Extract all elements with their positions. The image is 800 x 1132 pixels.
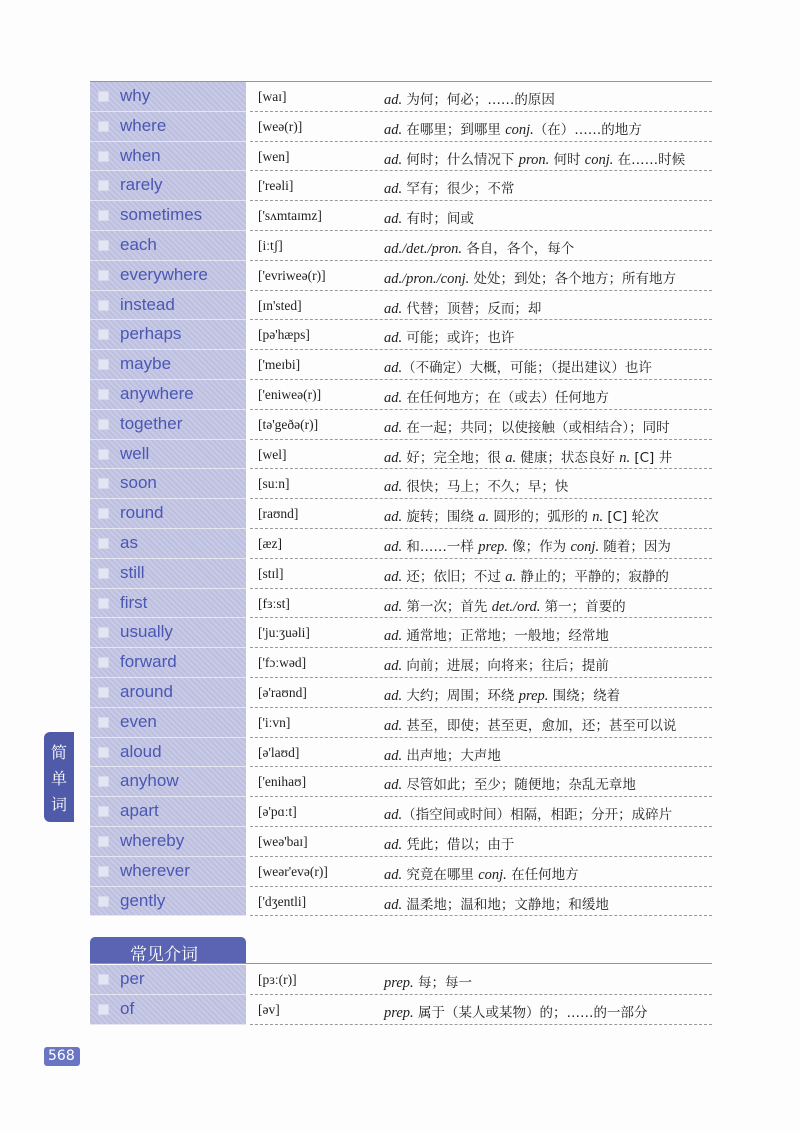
word: usually xyxy=(120,622,173,642)
definition-text: 每；每一 xyxy=(413,975,472,991)
word: soon xyxy=(120,473,157,493)
word-cell xyxy=(90,171,246,201)
part-of-speech: conj. xyxy=(505,121,534,138)
word-cell xyxy=(90,995,246,1025)
phonetic: [raʊnd] xyxy=(258,506,299,522)
definition-text: 在一起；共同；以使接触（或相结合）；同时 xyxy=(402,419,670,436)
definition-text: 代替；顶替；反而；却 xyxy=(402,300,542,317)
definition-text: 和……一样 xyxy=(402,538,479,555)
definition-text: 在哪里；到哪里 xyxy=(402,121,506,138)
part-of-speech: ad. xyxy=(384,330,403,347)
table-row xyxy=(90,410,712,440)
word-cell xyxy=(90,380,246,410)
word: instead xyxy=(120,294,175,314)
word-cell xyxy=(90,589,246,619)
word-cell xyxy=(90,112,246,142)
definition xyxy=(384,446,672,467)
table-row xyxy=(90,440,712,470)
checkbox-square-icon xyxy=(98,687,109,698)
phonetic: [pɜː(r)] xyxy=(258,972,297,987)
part-of-speech: conj. xyxy=(570,538,600,555)
word-cell xyxy=(90,767,246,797)
definition xyxy=(384,237,574,258)
checkbox-square-icon xyxy=(98,866,109,877)
definition-text: 第一次；首先 xyxy=(402,598,492,615)
section-title: 常见介词 xyxy=(130,945,198,965)
definition-text: 可能；或许；也许 xyxy=(402,330,515,347)
table-row xyxy=(90,767,712,797)
table-row xyxy=(90,231,712,261)
side-tab xyxy=(44,732,74,822)
part-of-speech: ad. xyxy=(384,598,403,615)
word: forward xyxy=(120,652,177,672)
part-of-speech: ad. xyxy=(384,151,403,168)
checkbox-square-icon xyxy=(98,657,109,668)
table-row xyxy=(90,738,712,768)
adverb-table xyxy=(90,81,712,916)
word: everywhere xyxy=(120,264,208,284)
checkbox-square-icon xyxy=(98,568,109,579)
word: sometimes xyxy=(120,205,203,225)
table-row xyxy=(90,350,712,380)
definition-text: 何时 xyxy=(549,151,585,168)
checkbox-square-icon xyxy=(98,389,109,400)
part-of-speech: ad. xyxy=(384,777,403,794)
definition-text: 有时；间或 xyxy=(402,211,474,228)
table-row xyxy=(90,708,712,738)
part-of-speech: ad. xyxy=(384,181,403,198)
phonetic: [suːn] xyxy=(258,476,290,492)
definition-text: 甚至，即使；甚至更，愈加，还；甚至可以说 xyxy=(402,717,677,734)
table-row xyxy=(90,320,712,350)
definition-text: 健康；状态良好 xyxy=(516,449,620,466)
definition-text: 出声地；大声地 xyxy=(402,747,501,764)
definition xyxy=(384,744,501,765)
word-cell xyxy=(90,350,246,380)
table-row xyxy=(90,887,712,917)
phonetic: ['iːvn] xyxy=(258,714,291,730)
word-cell xyxy=(90,320,246,350)
page-number-badge xyxy=(44,1047,80,1066)
definition-text: 静止的；平静的；寂静的 xyxy=(516,568,669,585)
checkbox-square-icon xyxy=(98,598,109,609)
definition-text: 属于（某人或某物）的；……的一部分 xyxy=(413,1004,648,1021)
table-row xyxy=(90,261,712,291)
phonetic: ['dʒentli] xyxy=(258,893,307,909)
checkbox-square-icon xyxy=(98,359,109,370)
checkbox-square-icon xyxy=(98,1004,109,1015)
definition-text: （指空间或时间）相隔，相距；分开；成碎片 xyxy=(402,807,673,824)
part-of-speech: prep. xyxy=(384,975,414,991)
definition xyxy=(384,356,652,377)
definition xyxy=(384,326,514,347)
definition xyxy=(384,505,659,526)
phonetic: [ə'raʊnd] xyxy=(258,684,307,700)
phonetic: ['reəli] xyxy=(258,178,294,194)
phonetic: [pə'hæps] xyxy=(258,327,310,343)
part-of-speech: ad. xyxy=(384,896,403,913)
word: even xyxy=(120,711,157,731)
table-row xyxy=(90,678,712,708)
definition-text: 随着；因为 xyxy=(599,538,671,555)
definition xyxy=(384,803,672,824)
word-cell xyxy=(90,82,246,112)
part-of-speech: ad. xyxy=(384,658,403,675)
preposition-table xyxy=(90,965,712,1025)
part-of-speech: pron. xyxy=(518,151,550,168)
word: of xyxy=(120,998,135,1018)
word-cell xyxy=(90,469,246,499)
word: around xyxy=(120,681,173,701)
phonetic: [fɜːst] xyxy=(258,595,290,611)
word: aloud xyxy=(120,741,162,761)
definition xyxy=(384,893,609,914)
checkbox-square-icon xyxy=(98,270,109,281)
phonetic: [weə(r)] xyxy=(258,118,303,134)
table-row xyxy=(90,499,712,529)
definition xyxy=(384,416,670,437)
definition-text: 在任何地方 xyxy=(506,866,579,883)
word-cell xyxy=(90,559,246,589)
part-of-speech: ad. xyxy=(384,300,403,317)
definition-text: [C] 轮次 xyxy=(603,509,659,526)
word: well xyxy=(120,443,150,463)
definition-text: 处处；到处；各个地方；所有地方 xyxy=(469,270,677,287)
table-row xyxy=(90,857,712,887)
definition xyxy=(384,475,568,496)
phonetic: ['fɔːwəd] xyxy=(258,655,307,671)
part-of-speech: ad. xyxy=(384,568,403,585)
definition-text: 通常地；正常地；一般地；经常地 xyxy=(402,628,609,645)
definition-text: （在）……的地方 xyxy=(533,121,642,138)
table-row xyxy=(90,995,712,1025)
side-tab-char: 单 xyxy=(51,769,68,788)
definition xyxy=(384,177,514,198)
definition xyxy=(384,386,609,407)
phonetic: [waɪ] xyxy=(258,89,287,104)
checkbox-square-icon xyxy=(98,121,109,132)
part-of-speech: det./ord. xyxy=(491,598,541,615)
phonetic: [wel] xyxy=(258,446,287,462)
word-cell xyxy=(90,857,246,887)
word-cell xyxy=(90,142,246,172)
definition-text: 很快；马上；不久；早；快 xyxy=(402,479,569,496)
table-row xyxy=(90,291,712,321)
part-of-speech: ad. xyxy=(384,836,403,853)
table-row xyxy=(90,589,712,619)
checkbox-square-icon xyxy=(98,896,109,907)
definition xyxy=(384,773,636,794)
word: anyhow xyxy=(120,771,179,791)
definition xyxy=(384,207,474,228)
checkbox-square-icon xyxy=(98,538,109,549)
checkbox-square-icon xyxy=(98,210,109,221)
word: round xyxy=(120,503,164,523)
phonetic: ['sʌmtaɪmz] xyxy=(258,208,322,224)
phonetic: [ɪn'sted] xyxy=(258,297,302,313)
word: apart xyxy=(120,801,159,821)
word: perhaps xyxy=(120,324,182,344)
part-of-speech: ad. xyxy=(384,866,403,883)
checkbox-square-icon xyxy=(98,449,109,460)
checkbox-square-icon xyxy=(98,776,109,787)
word: whereby xyxy=(120,830,185,850)
definition xyxy=(384,624,609,645)
checkbox-square-icon xyxy=(98,717,109,728)
part-of-speech: prep. xyxy=(384,1004,414,1021)
definition-text: 圆形的；弧形的 xyxy=(489,509,593,526)
definition-text: 为何；何必；……的原因 xyxy=(402,92,555,108)
phonetic: ['enihaʊ] xyxy=(258,774,307,790)
part-of-speech: n. xyxy=(619,449,631,466)
word: together xyxy=(120,413,183,433)
checkbox-square-icon xyxy=(98,240,109,251)
table-row xyxy=(90,827,712,857)
part-of-speech: ad./det./pron. xyxy=(384,240,463,257)
checkbox-square-icon xyxy=(98,300,109,311)
word-cell xyxy=(90,708,246,738)
table-row xyxy=(90,965,712,995)
part-of-speech: prep. xyxy=(518,687,549,704)
part-of-speech: ad. xyxy=(384,807,403,824)
word: where xyxy=(120,115,167,135)
part-of-speech: ad. xyxy=(384,628,403,645)
definition xyxy=(384,595,626,616)
word: gently xyxy=(120,890,166,910)
word: why xyxy=(120,86,151,105)
part-of-speech: ad. xyxy=(384,747,403,764)
word: per xyxy=(120,969,145,988)
definition-text: 究竟在哪里 xyxy=(402,866,479,883)
definition-text: 温柔地；温和地；文静地；和缓地 xyxy=(402,896,609,913)
definition xyxy=(384,565,669,586)
definition-text: 第一；首要的 xyxy=(540,598,626,615)
word-cell xyxy=(90,738,246,768)
definition-text: 还；依旧；不过 xyxy=(402,568,506,585)
definition-text: [C] 井 xyxy=(630,449,673,466)
page-number: 568 xyxy=(48,1048,75,1064)
word-cell xyxy=(90,201,246,231)
table-row xyxy=(90,559,712,589)
phonetic: [iːtʃ] xyxy=(258,237,283,253)
word-cell xyxy=(90,440,246,470)
part-of-speech: ad. xyxy=(384,121,403,138)
phonetic: ['evriweə(r)] xyxy=(258,267,326,283)
word-cell xyxy=(90,231,246,261)
checkbox-square-icon xyxy=(98,627,109,638)
definition xyxy=(384,267,676,288)
word: when xyxy=(120,145,161,165)
definition xyxy=(384,88,555,109)
phonetic: [əv] xyxy=(258,1001,280,1017)
word-cell xyxy=(90,965,246,995)
definition-text: 在……时候 xyxy=(613,151,686,168)
phonetic: [weər'evə(r)] xyxy=(258,863,328,879)
part-of-speech: conj. xyxy=(584,151,614,168)
checkbox-square-icon xyxy=(98,151,109,162)
definition-text: 大约；周围；环绕 xyxy=(402,687,519,704)
part-of-speech: a. xyxy=(505,449,517,466)
definition xyxy=(384,654,609,675)
part-of-speech: ad. xyxy=(384,509,403,526)
phonetic: ['meɪbi] xyxy=(258,357,301,373)
word-cell xyxy=(90,529,246,559)
checkbox-square-icon xyxy=(98,329,109,340)
definition-text: 凭此；借以；由于 xyxy=(402,836,515,853)
definition xyxy=(384,684,620,705)
definition xyxy=(384,148,685,169)
part-of-speech: ad. xyxy=(384,360,403,377)
word-cell xyxy=(90,797,246,827)
definition xyxy=(384,714,676,735)
table-row xyxy=(90,797,712,827)
phonetic: [æz] xyxy=(258,535,282,551)
part-of-speech: conj. xyxy=(478,866,507,883)
table-row xyxy=(90,82,712,112)
definition xyxy=(384,971,472,992)
phonetic: [stɪl] xyxy=(258,565,284,581)
word: each xyxy=(120,234,157,254)
checkbox-square-icon xyxy=(98,419,109,430)
part-of-speech: ad. xyxy=(384,419,403,436)
word-cell xyxy=(90,410,246,440)
word-cell xyxy=(90,678,246,708)
part-of-speech: ad. xyxy=(384,211,403,228)
definition-text: 在任何地方；在（或去）任何地方 xyxy=(402,389,609,406)
checkbox-square-icon xyxy=(98,747,109,758)
table-row xyxy=(90,380,712,410)
checkbox-square-icon xyxy=(98,508,109,519)
phonetic: ['juːʒuəli] xyxy=(258,625,310,641)
section-divider xyxy=(90,963,712,964)
word-cell xyxy=(90,827,246,857)
part-of-speech: n. xyxy=(592,509,604,526)
definition-text: 何时；什么情况下 xyxy=(402,151,519,168)
part-of-speech: ad. xyxy=(384,538,403,555)
definition-text: 好；完全地；很 xyxy=(402,449,506,466)
definition-text: 尽管如此；至少；随便地；杂乱无章地 xyxy=(402,777,636,794)
table-row xyxy=(90,201,712,231)
checkbox-square-icon xyxy=(98,91,109,102)
definition xyxy=(384,833,514,854)
phonetic: [weə'baɪ] xyxy=(258,833,308,849)
part-of-speech: ad. xyxy=(384,687,403,704)
phonetic: [ə'pɑːt] xyxy=(258,804,297,820)
side-tab-char: 简 xyxy=(51,743,68,762)
section-header-prepositions xyxy=(90,937,246,964)
checkbox-square-icon xyxy=(98,180,109,191)
part-of-speech: prep. xyxy=(478,538,508,555)
phonetic: [wen] xyxy=(258,148,290,164)
side-tab-char: 词 xyxy=(51,795,68,814)
definition xyxy=(384,118,642,139)
definition-text: 围绕；绕着 xyxy=(548,687,621,704)
definition-text: 旋转；围绕 xyxy=(402,509,479,526)
part-of-speech: ad. xyxy=(384,717,403,734)
checkbox-square-icon xyxy=(98,836,109,847)
word-cell xyxy=(90,261,246,291)
part-of-speech: a. xyxy=(505,568,517,585)
part-of-speech: a. xyxy=(478,509,490,526)
definition xyxy=(384,535,671,556)
checkbox-square-icon xyxy=(98,478,109,489)
word: as xyxy=(120,532,138,552)
word-cell xyxy=(90,499,246,529)
part-of-speech: ad. xyxy=(384,389,403,406)
checkbox-square-icon xyxy=(98,974,109,985)
table-row xyxy=(90,529,712,559)
word: first xyxy=(120,592,148,612)
definition-text: 各自，各个，每个 xyxy=(462,240,575,257)
table-row xyxy=(90,648,712,678)
phonetic: ['eniweə(r)] xyxy=(258,386,322,402)
definition-text: （不确定）大概，可能；（提出建议）也许 xyxy=(402,360,652,377)
part-of-speech: ad. xyxy=(384,479,403,496)
part-of-speech: ad./pron./conj. xyxy=(384,270,470,287)
word-cell xyxy=(90,887,246,917)
word: wherever xyxy=(120,860,190,880)
word-cell xyxy=(90,648,246,678)
part-of-speech: ad. xyxy=(384,449,403,466)
word: still xyxy=(120,562,145,582)
word: rarely xyxy=(120,175,163,195)
table-row xyxy=(90,112,712,142)
definition-text: 罕有；很少；不常 xyxy=(402,181,515,198)
definition-text: 像；作为 xyxy=(507,538,571,555)
definition-text: 向前；进展；向将来；往后；提前 xyxy=(402,658,609,675)
word-cell xyxy=(90,291,246,321)
definition xyxy=(384,863,579,884)
table-row xyxy=(90,469,712,499)
word: maybe xyxy=(120,354,172,374)
table-row xyxy=(90,618,712,648)
part-of-speech: ad. xyxy=(384,92,403,108)
word-cell xyxy=(90,618,246,648)
checkbox-square-icon xyxy=(98,806,109,817)
table-row xyxy=(90,142,712,172)
phonetic: [tə'geðə(r)] xyxy=(258,416,319,432)
phonetic: [ə'laʊd] xyxy=(258,744,300,760)
word: anywhere xyxy=(120,383,194,403)
definition xyxy=(384,1001,647,1022)
table-row xyxy=(90,171,712,201)
definition xyxy=(384,297,541,318)
